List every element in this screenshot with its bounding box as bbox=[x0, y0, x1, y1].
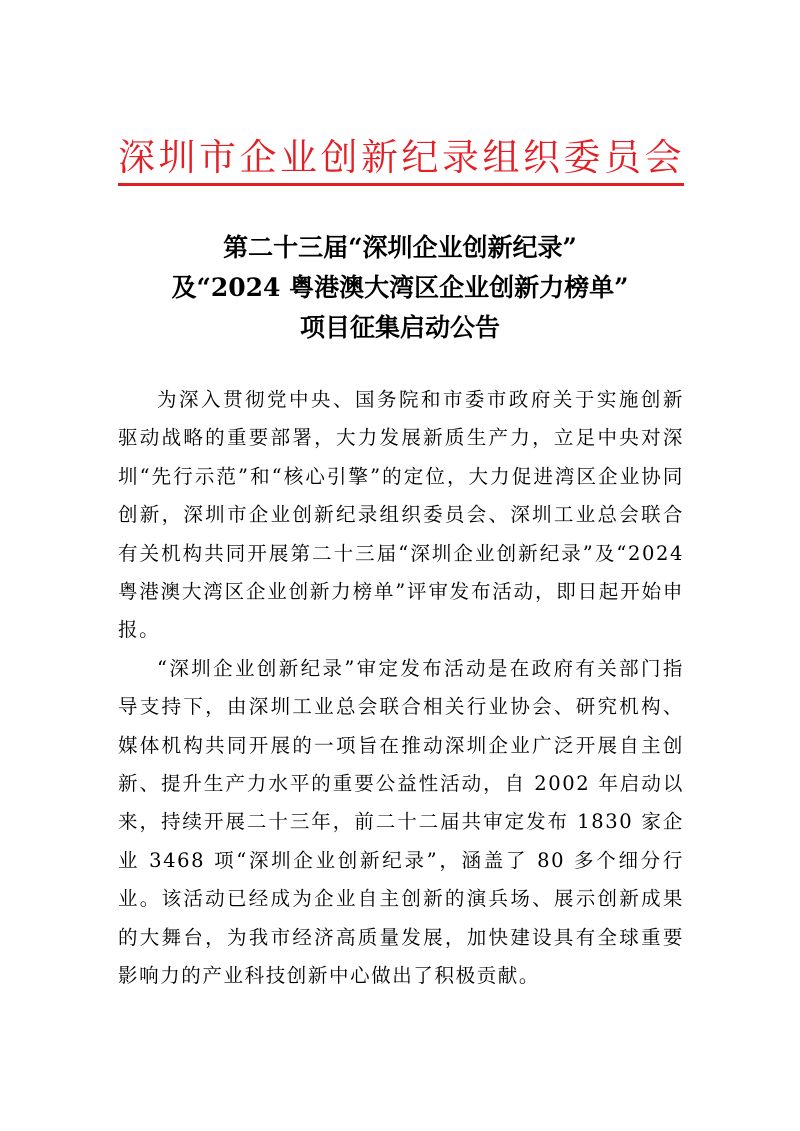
announcement-body bbox=[118, 381, 684, 996]
title-line-3: 项目征集启动公告 bbox=[299, 313, 500, 342]
header-red-rule bbox=[118, 183, 684, 186]
body-paragraph-1: 为深入贯彻党中央、国务院和市委市政府关于实施创新驱动战略的重要部署，大力发展新质生产力，立足中央对深圳“先行示范”和“核心引擎”的定位，大力促进湾区企业协同创新，深圳市企业创新纪录组织委员会、深圳工业总会联合有关机构共同开展第二十三届“深圳企业创新纪录”及“2024 粤港澳大湾区企业创新力榜单”评审发布活动，即日起开始申报。 bbox=[118, 388, 684, 642]
announcement-title bbox=[0, 228, 800, 348]
title-line-2: 及“2024 粤港澳大湾区企业创新力榜单” bbox=[171, 273, 629, 302]
body-paragraph-2: “深圳企业创新纪录”审定发布活动是在政府有关部门指导支持下，由深圳工业总会联合相关行业协会、研究机构、媒体机构共同开展的一项旨在推动深圳企业广泛开展自主创新、提升生产力水平的重要公益性活动，自 2002 年启动以来，持续开展二十三年，前二十二届共审定发布 1830 家企业 3468 项“深圳企业创新纪录”，涵盖了 80 多个细分行业。该活动已经成为企业自主创新的演兵场、展示创新成果的大舞台，为我市经济高质量发展，加快建设具有全球重要影响力的产业科技创新中心做出了积极贡献。 bbox=[118, 656, 684, 988]
title-line-1: 第二十三届“深圳企业创新纪录” bbox=[223, 233, 577, 262]
organization-header: 深圳市企业创新纪录组织委员会 bbox=[118, 136, 685, 179]
